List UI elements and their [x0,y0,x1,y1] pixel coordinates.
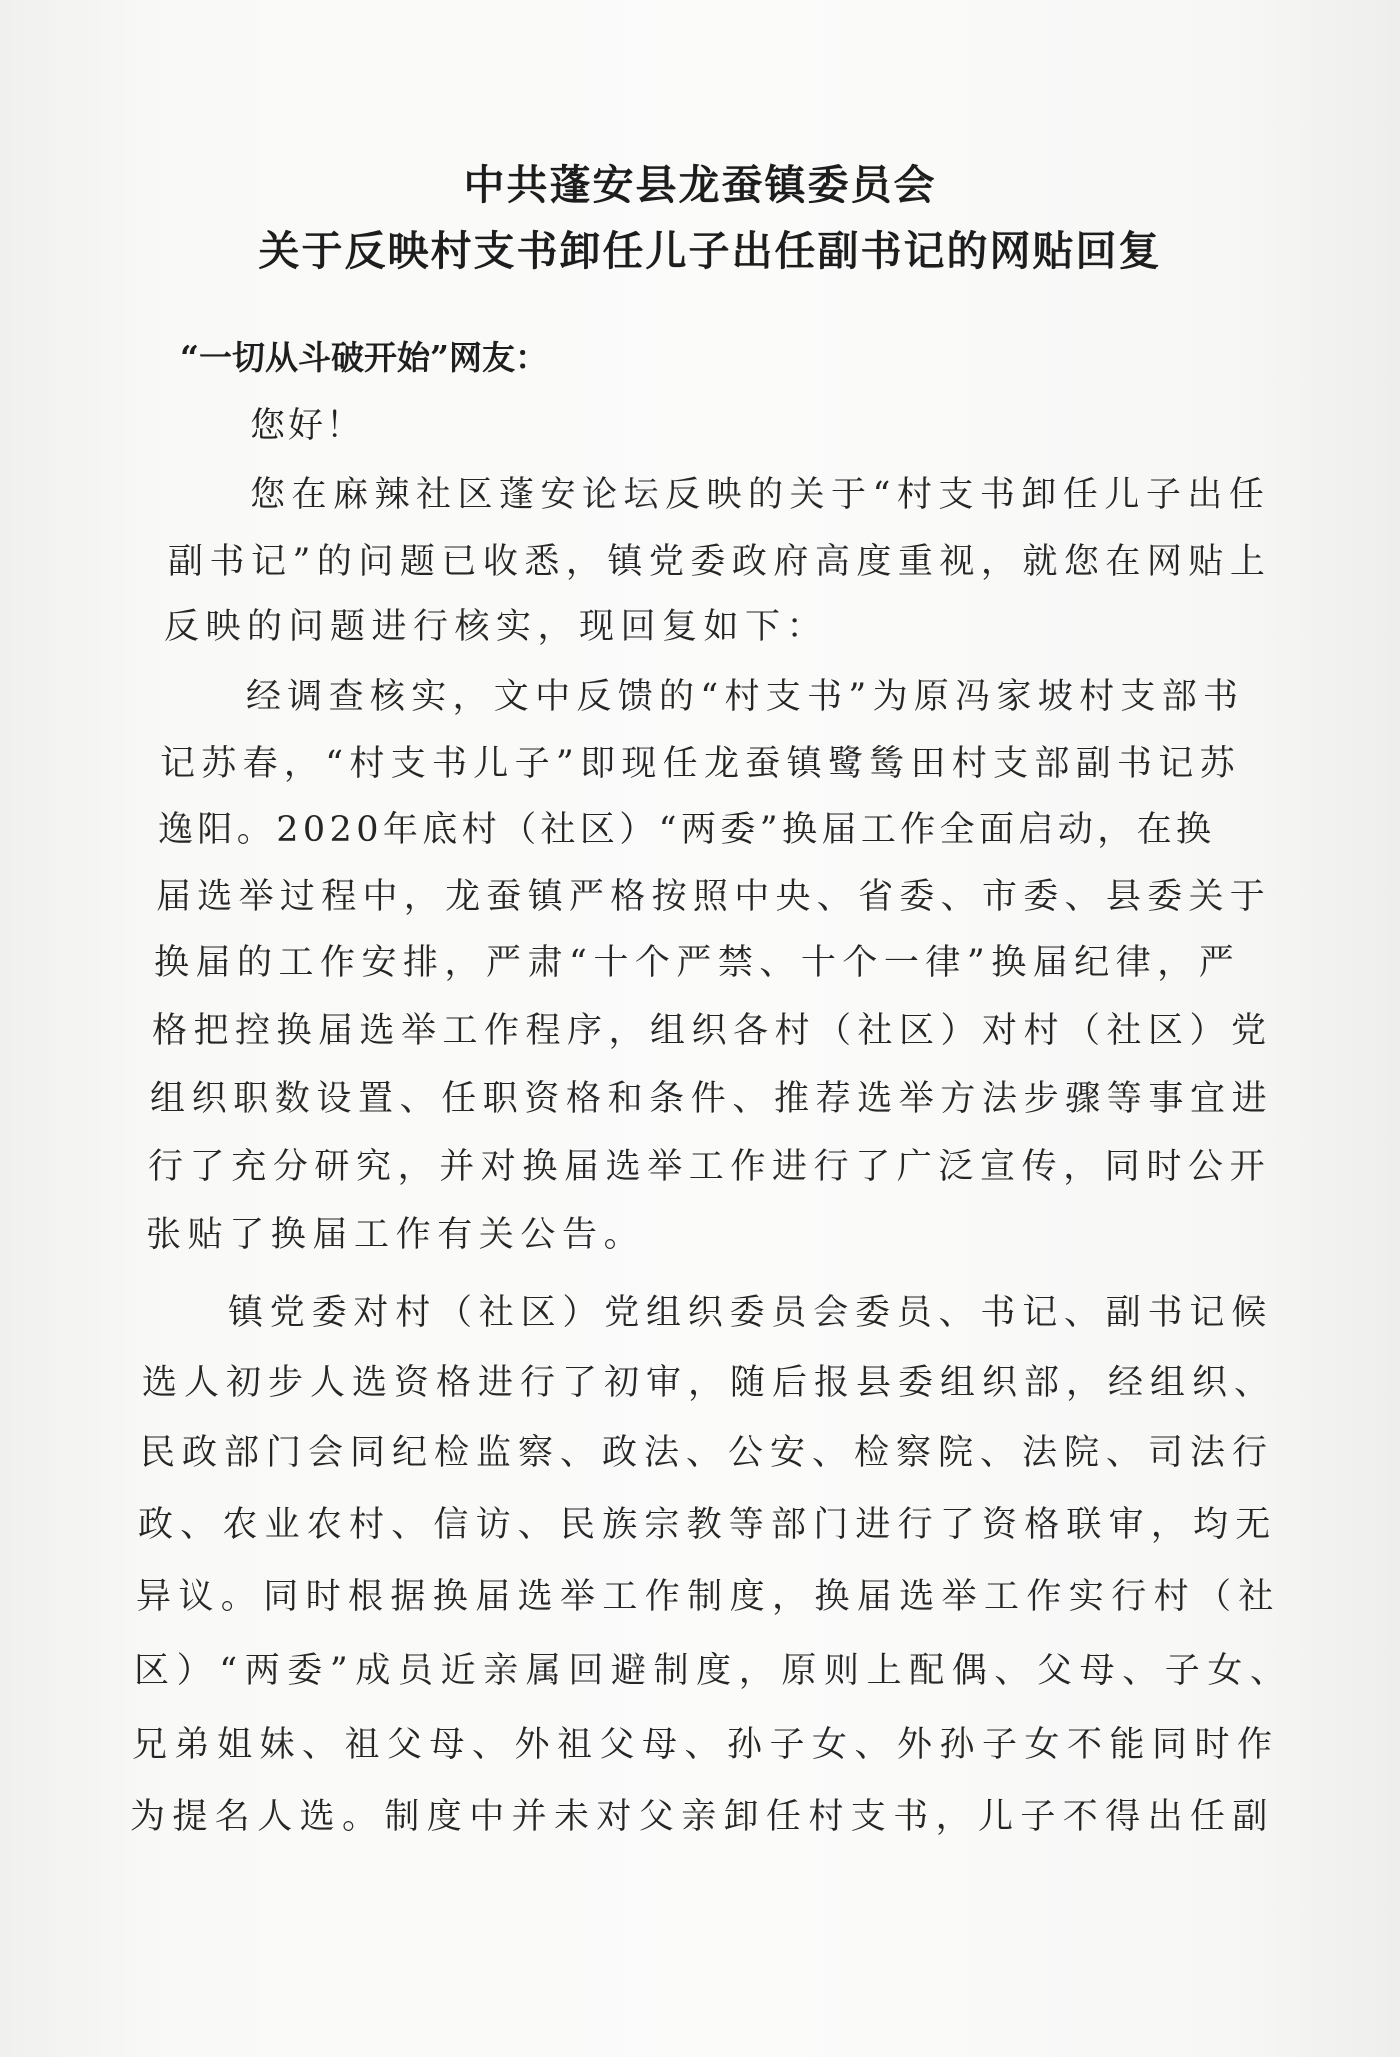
body-line: 行了充分研究，并对换届选举工作进行了广泛宣传，同时公开 [148,1147,1272,1187]
document-title-line-2: 关于反映村支书卸任儿子出任副书记的网贴回复 [258,227,1162,275]
body-line: 组织职数设置、任职资格和条件、推荐选举方法步骤等事宜进 [150,1079,1274,1119]
body-line: 区）“两委”成员近亲属回避制度，原则上配偶、父母、子女、 [134,1651,1293,1691]
greeting: 您好！ [250,406,365,446]
document-title-line-1: 中共蓬安县龙蚕镇委员会 [463,161,937,209]
body-line: 届选举过程中，龙蚕镇严格按照中央、省委、市委、县委关于 [156,877,1272,917]
body-line: 镇党委对村（社区）党组织委员会委员、书记、副书记候 [228,1293,1274,1333]
body-line: 格把控换届选举工作程序，组织各村（社区）对村（社区）党 [152,1011,1273,1051]
body-line: 兄弟姐妹、祖父母、外祖父母、孙子女、外孙子女不能同时作 [132,1725,1280,1765]
body-line: 记苏春，“村支书儿子”即现任龙蚕镇鹭鸶田村支部副书记苏 [160,744,1241,784]
body-line: 副书记”的问题已收悉，镇党委政府高度重视，就您在网贴上 [168,542,1272,582]
body-line: 经调查核实，文中反馈的“村支书”为原冯家坡村支部书 [246,677,1245,717]
body-line: 为提名人选。制度中并未对父亲卸任村支书，儿子不得出任副 [130,1797,1275,1837]
salutation: “一切从斗破开始”网友： [180,338,548,377]
body-line: 异议。同时根据换届选举工作制度，换届选举工作实行村（社 [136,1577,1281,1617]
body-line: 换届的工作安排，严肃“十个严禁、十个一律”换届纪律，严 [154,943,1241,983]
body-line: 反映的问题进行核实，现回复如下： [164,607,829,647]
body-line: 您在麻辣社区蓬安论坛反映的关于“村支书卸任儿子出任 [250,475,1271,515]
body-line: 选人初步人选资格进行了初审，随后报县委组织部，经组织、 [142,1363,1277,1403]
body-line: 张贴了换届工作有关公告。 [146,1215,646,1255]
body-line: 政、农业农村、信访、民族宗教等部门进行了资格联审，均无 [138,1505,1278,1545]
body-line: 逸阳。2020年底村（社区）“两委”换届工作全面启动，在换 [158,810,1216,850]
body-line: 民政部门会同纪检监察、政法、公安、检察院、法院、司法行 [140,1433,1275,1473]
